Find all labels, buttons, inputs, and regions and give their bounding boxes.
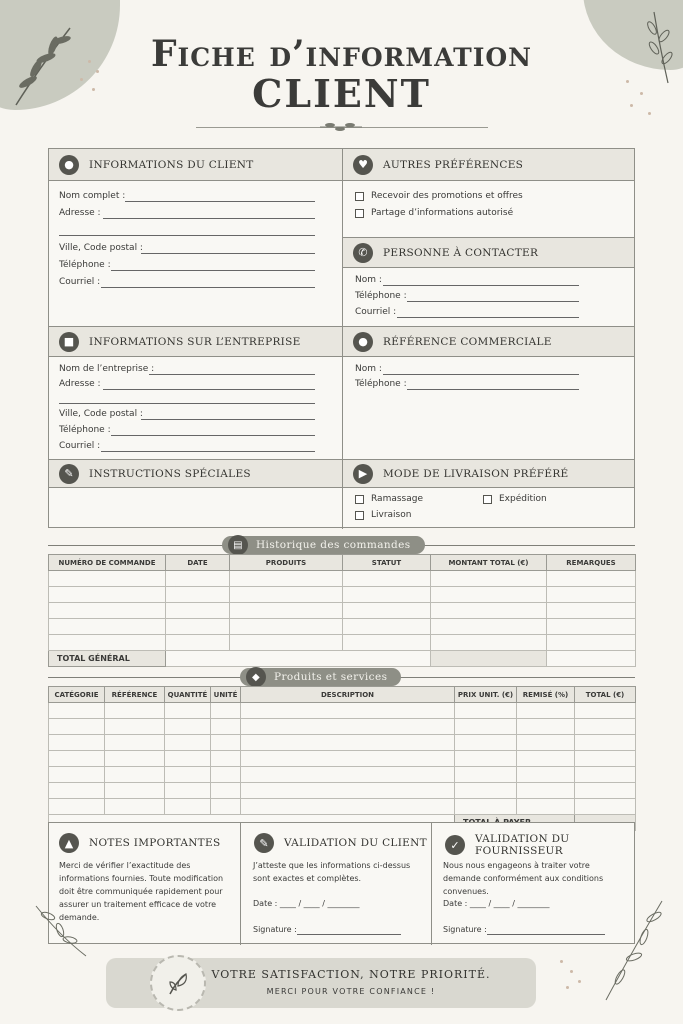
option-label: Expédition xyxy=(499,494,547,504)
tag-icon: ◆ xyxy=(246,667,266,687)
total-row xyxy=(49,651,636,667)
column-header: CATÉGORIE xyxy=(49,687,105,703)
field-label: Ville, Code postal : xyxy=(59,243,143,253)
field-label: Téléphone : xyxy=(59,425,111,435)
option-label: Partage d’informations autorisé xyxy=(371,208,514,218)
column-header: QUANTITÉ xyxy=(165,687,211,703)
shipping-checkbox[interactable] xyxy=(483,494,547,504)
shield-icon: ✓ xyxy=(445,835,465,855)
column-header: PRODUITS xyxy=(230,555,343,571)
bottom-panels xyxy=(48,822,635,944)
reference-title: RÉFÉRENCE COMMERCIALE xyxy=(383,335,552,348)
column-divider xyxy=(342,149,343,529)
column-header: NUMÉRO DE COMMANDE xyxy=(49,555,166,571)
field-label: Nom : xyxy=(355,275,382,285)
address-line-2-field[interactable] xyxy=(59,235,315,236)
notes-header xyxy=(59,833,220,853)
client-signature-field[interactable] xyxy=(297,934,401,935)
table-row[interactable] xyxy=(49,799,636,815)
leaf-badge xyxy=(150,955,206,1011)
column-header: RÉFÉRENCE xyxy=(105,687,165,703)
supplier-date-field[interactable]: Date : ____ / ____ / ________ xyxy=(443,899,550,908)
full-name-field[interactable] xyxy=(125,201,315,202)
field-label: Adresse : xyxy=(59,208,101,218)
contact-email-field[interactable] xyxy=(397,317,579,318)
clipboard-icon: ▤ xyxy=(228,535,248,555)
leaf-icon xyxy=(166,970,190,996)
truck-icon: ▶ xyxy=(353,464,373,484)
contact-phone-field[interactable] xyxy=(407,301,579,302)
table-row[interactable] xyxy=(49,751,636,767)
grand-total-value[interactable] xyxy=(431,651,547,667)
data-sharing-checkbox[interactable] xyxy=(355,208,513,218)
table-row[interactable] xyxy=(49,587,636,603)
panel-divider xyxy=(240,823,241,945)
table-row[interactable] xyxy=(49,571,636,587)
contact-title: PERSONNE À CONTACTER xyxy=(383,246,539,259)
table-row[interactable] xyxy=(49,719,636,735)
client-validation-header xyxy=(254,833,427,853)
column-header: UNITÉ xyxy=(211,687,241,703)
products-heading: Produits et services xyxy=(274,671,388,683)
page-title xyxy=(0,33,683,116)
column-header: TOTAL (€) xyxy=(575,687,636,703)
table-row[interactable] xyxy=(49,783,636,799)
footer-slogan: VOTRE SATISFACTION, NOTRE PRIORITÉ. xyxy=(211,968,491,981)
company-phone-field[interactable] xyxy=(111,435,315,436)
supplier-validation-text: Nous nous engageons à traiter votre demande conformément aux conditions convenues. xyxy=(443,861,604,896)
bell-icon: ▲ xyxy=(59,833,79,853)
table-row[interactable] xyxy=(49,635,636,651)
info-section xyxy=(48,148,635,528)
field-label: Ville, Code postal : xyxy=(59,409,143,419)
orders-table xyxy=(48,554,636,667)
table-row[interactable] xyxy=(49,735,636,751)
notes-title: NOTES IMPORTANTES xyxy=(89,837,221,849)
company-header xyxy=(49,326,343,357)
reference-phone-field[interactable] xyxy=(407,389,579,390)
phone-field[interactable] xyxy=(111,270,315,271)
title-line-2: CLIENT xyxy=(252,70,431,116)
column-header: DATE xyxy=(166,555,230,571)
column-header: REMARQUES xyxy=(547,555,636,571)
grand-total-spacer xyxy=(166,651,431,667)
pencil-icon: ✎ xyxy=(59,464,79,484)
instructions-header xyxy=(49,459,343,488)
panel-divider xyxy=(431,823,432,945)
field-label: Courriel : xyxy=(355,307,397,317)
phone-icon: ✆ xyxy=(353,243,373,263)
grand-total-label: TOTAL GÉNÉRAL xyxy=(49,651,166,667)
supplier-validation-title: VALIDATION DU FOURNISSEUR xyxy=(475,833,570,857)
company-name-field[interactable] xyxy=(149,374,315,375)
field-label: Adresse : xyxy=(59,379,101,389)
client-signature-label: Signature : xyxy=(253,925,297,934)
field-label: Téléphone : xyxy=(59,260,111,270)
field-label: Téléphone : xyxy=(355,291,407,301)
user-icon: ● xyxy=(59,155,79,175)
reference-name-field[interactable] xyxy=(383,374,579,375)
column-header: STATUT xyxy=(343,555,431,571)
address-field[interactable] xyxy=(103,218,315,219)
option-label: Livraison xyxy=(371,510,412,520)
reference-header xyxy=(343,326,634,357)
option-label: Ramassage xyxy=(371,494,423,504)
field-label: Nom complet : xyxy=(59,191,126,201)
field-label: Téléphone : xyxy=(355,379,407,389)
table-row[interactable] xyxy=(49,603,636,619)
contact-name-field[interactable] xyxy=(383,285,579,286)
client-info-header xyxy=(49,149,343,181)
delivery-header xyxy=(343,459,634,488)
company-address-field[interactable] xyxy=(103,389,315,390)
email-field[interactable] xyxy=(101,287,315,288)
leaf-branch-icon xyxy=(600,895,670,1005)
company-title: INFORMATIONS SUR L’ENTREPRISE xyxy=(89,335,301,348)
field-label: Nom : xyxy=(355,364,382,374)
pickup-checkbox[interactable] xyxy=(355,494,423,504)
company-email-field[interactable] xyxy=(101,451,315,452)
grand-total-remarks xyxy=(547,651,636,667)
column-header: MONTANT TOTAL (€) xyxy=(431,555,547,571)
orders-heading: Historique des commandes xyxy=(256,539,411,551)
contact-header xyxy=(343,237,634,268)
client-info-title: INFORMATIONS DU CLIENT xyxy=(89,158,254,171)
client-validation-text: J’atteste que les informations ci-dessus sont exactes et complètes. xyxy=(253,861,411,883)
company-address-line-2-field[interactable] xyxy=(59,403,315,404)
delivery-checkbox[interactable] xyxy=(355,510,411,520)
products-table xyxy=(48,686,636,831)
field-label: Courriel : xyxy=(59,277,101,287)
supplier-signature-field[interactable] xyxy=(487,934,605,935)
option-label: Recevoir des promotions et offres xyxy=(371,191,523,201)
title-line-1: Fiche d’information xyxy=(150,33,533,75)
preferences-header xyxy=(343,149,634,181)
company-city-field[interactable] xyxy=(141,419,315,420)
orders-section-title xyxy=(222,536,425,554)
leaf-ornament-icon xyxy=(318,121,364,133)
table-row[interactable] xyxy=(49,619,636,635)
leaf-branch-icon xyxy=(30,900,90,960)
heart-icon: ♥ xyxy=(353,155,373,175)
city-postal-field[interactable] xyxy=(141,253,315,254)
supplier-validation-header xyxy=(445,833,634,857)
supplier-signature-label: Signature : xyxy=(443,925,487,934)
notes-text: Merci de vérifier l’exactitude des informations fournies. Toute modification doit être communiquée rapidement pour assurer un traitement efficace de votre demande. xyxy=(59,861,224,922)
promotions-checkbox[interactable] xyxy=(355,191,523,201)
instructions-area[interactable] xyxy=(49,489,342,527)
table-row[interactable] xyxy=(49,767,636,783)
briefcase-icon: ■ xyxy=(59,332,79,352)
field-label: Courriel : xyxy=(59,441,101,451)
column-header: REMISÉ (%) xyxy=(517,687,575,703)
instructions-title: INSTRUCTIONS SPÉCIALES xyxy=(89,467,251,480)
delivery-title: MODE DE LIVRAISON PRÉFÉRÉ xyxy=(383,467,569,480)
client-date-field[interactable]: Date : ____ / ____ / ________ xyxy=(253,899,360,908)
pen-icon: ✎ xyxy=(254,833,274,853)
field-label: Nom de l’entreprise : xyxy=(59,364,155,374)
table-row[interactable] xyxy=(49,703,636,719)
preferences-title: AUTRES PRÉFÉRENCES xyxy=(383,158,524,171)
column-header: PRIX UNIT. (€) xyxy=(455,687,517,703)
products-section-title xyxy=(240,668,401,686)
client-validation-title: VALIDATION DU CLIENT xyxy=(284,837,427,849)
footer-thanks: MERCI POUR VOTRE CONFIANCE ! xyxy=(266,987,436,996)
column-header: DESCRIPTION xyxy=(241,687,455,703)
group-icon: ● xyxy=(353,332,373,352)
